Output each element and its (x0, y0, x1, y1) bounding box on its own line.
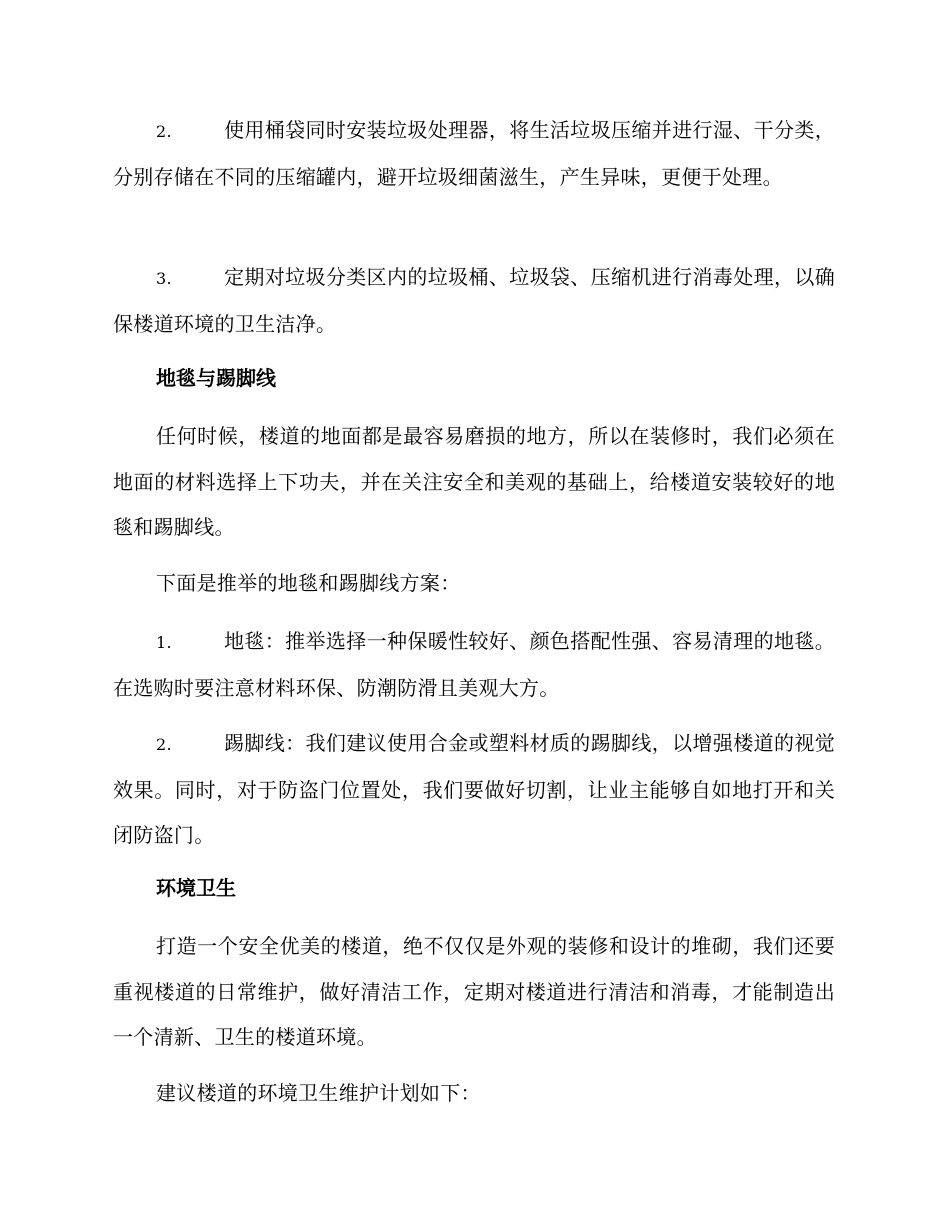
paragraph-carpet-lead: 下面是推举的地毯和踢脚线方案： (156, 571, 461, 595)
list-item (113, 255, 835, 347)
section-heading-carpet: 地毯与踢脚线 (156, 366, 276, 390)
list-text: 使用桶袋同时安装垃圾处理器，将生活垃圾压缩并进行湿、干分类，分别存储在不同的压缩罐内，避开垃圾细菌滋生，产生异味，更便于处理。 (113, 118, 835, 189)
list-number: 2. (156, 122, 172, 141)
list-number: 2. (156, 735, 172, 754)
paragraph-hygiene-lead: 建议楼道的环境卫生维护计划如下： (156, 1081, 481, 1105)
list-item (113, 619, 835, 711)
list-text: 踢脚线：我们建议使用合金或塑料材质的踢脚线，以增强楼道的视觉效果。同时，对于防盗门位置处，我们要做好切割，让业主能够自如地打开和关闭防盗门。 (113, 731, 835, 847)
section-heading-hygiene: 环境卫生 (156, 876, 236, 900)
paragraph-carpet-intro: 任何时候，楼道的地面都是最容易磨损的地方，所以在装修时，我们必须在地面的材料选择上下功夫，并在关注安全和美观的基础上，给楼道安装较好的地毯和踢脚线。 (113, 424, 835, 539)
paragraph-hygiene-intro: 打造一个安全优美的楼道，绝不仅仅是外观的装修和设计的堆砌，我们还要重视楼道的日常维护，做好清洁工作，定期对楼道进行清洁和消毒，才能制造出一个清新、卫生的楼道环境。 (113, 934, 835, 1049)
list-text: 定期对垃圾分类区内的垃圾桶、垃圾袋、压缩机进行消毒处理，以确保楼道环境的卫生洁净。 (113, 265, 835, 336)
list-item (113, 721, 835, 859)
list-text: 地毯：推举选择一种保暖性较好、颜色搭配性强、容易清理的地毯。在选购时要注意材料环保、防潮防滑且美观大方。 (113, 629, 835, 700)
list-item (113, 108, 835, 200)
list-number: 3. (156, 269, 172, 288)
list-number: 1. (156, 633, 172, 652)
